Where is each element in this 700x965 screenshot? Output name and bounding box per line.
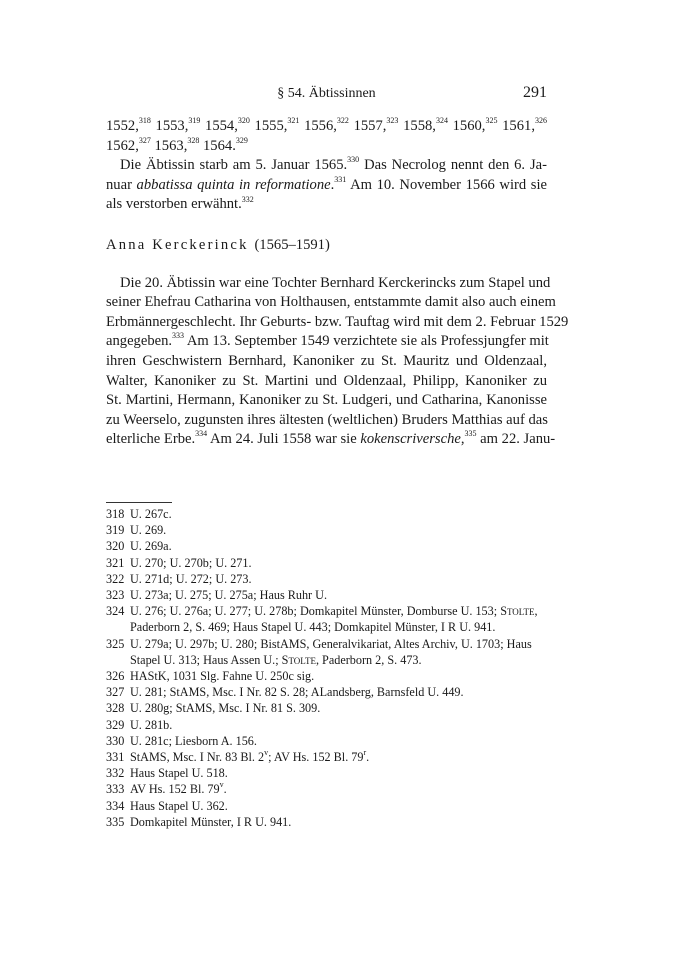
paragraph-biography: Die 20. Äbtissin war eine Tochter Bernhard Kerckerincks zum Stapel und seiner Ehefrau Catharina von Holthausen, entstammte damit also auch einem Erbmännergeschlecht. Ihr Geburts- bzw. Tauftag wird mit dem 2. Februar 1529 angegeben.$^{333}$ Am 13. September 1549 verzichtete sie als Professjungfer mit ihren Geschwistern Bernhard, Kanoniker zu St. Mauritz und Oldenzaal, Walter, Kanoniker zu St. Martini und Oldenzaal, Philipp, Kanoniker zu St. Martini, Hermann, Kanoniker zu St. Ludgeri, und Catharina, Kanonisse zu Weerselo, zugunsten ihres ältesten (weltlichen) Bruders Matthias auf das elterliche Erbe.$^{334}$ Am 24. Juli 1558 war sie kokenscriversche,$^{335}$ am 22. Janu- — [106, 274, 569, 448]
running-head: § 54. Äbtissinnen — [277, 86, 376, 101]
footnote: 328 U. 280g; StAMS, Msc. I Nr. 81 S. 309. — [106, 701, 321, 716]
footnote-ref[interactable]: 322 — [336, 116, 349, 126]
footnote: 325 U. 279a; U. 297b; U. 280; BistAMS, Generalvikariat, Altes Archiv, U. 1703; Haus Stapel U. 313; Haus Assen U.; Stolte, Paderborn 2, S. 473. — [106, 636, 532, 667]
footnote-ref[interactable]: 325 — [485, 116, 498, 126]
term-italic: kokenscriversche — [360, 431, 461, 448]
heading-name: Anna Kerckerinck — [106, 236, 249, 253]
footnote-ref[interactable]: 331 — [334, 174, 347, 184]
footnotes — [106, 506, 547, 830]
footnote: 324 U. 276; U. 276a; U. 277; U. 278b; Domkapitel Münster, Domburse U. 153; Stolte, Paderborn 2, S. 469; Haus Stapel U. 443; Domkapitel Münster, I R U. 941. — [106, 604, 538, 635]
footnote-ref[interactable]: 327 — [138, 135, 151, 145]
section-heading — [106, 236, 547, 256]
footnote: 322 U. 271d; U. 272; U. 273. — [106, 571, 252, 586]
footnote: 334 Haus Stapel U. 362. — [106, 798, 228, 813]
footnote-ref[interactable]: 326 — [534, 116, 547, 126]
page-number: 291 — [523, 84, 547, 101]
footnote: 330 U. 281c; Liesborn A. 156. — [106, 733, 257, 748]
heading-dates: (1565–1591) — [254, 236, 330, 253]
footnote-ref[interactable]: 323 — [386, 116, 399, 126]
paragraph-death: Die Äbtissin starb am 5. Januar 1565.$^{330}$ Das Necrolog nennt den 6. Ja- nuar abbatissa quinta in reformatione.$^{331}$ Am 10. November 1566 wird sie als verstorben erwähnt.$^{332}$ — [106, 155, 547, 213]
footnote-ref[interactable]: 334 — [195, 429, 208, 439]
footnote-ref[interactable]: 329 — [235, 135, 248, 145]
footnote-ref[interactable]: 319 — [188, 116, 201, 126]
footnote-divider — [106, 502, 172, 503]
footnote-ref[interactable]: 328 — [187, 135, 200, 145]
footnote: 329 U. 281b. — [106, 717, 173, 732]
footnote: 327 U. 281; StAMS, Msc. I Nr. 82 S. 28; ALandsberg, Barnsfeld U. 449. — [106, 685, 464, 700]
footnote: 332 Haus Stapel U. 518. — [106, 766, 228, 781]
page-header — [106, 84, 547, 104]
footnote: 319 U. 269. — [106, 523, 167, 538]
footnote: 318 U. 267c. — [106, 507, 172, 521]
footnote-ref[interactable]: 332 — [241, 194, 254, 204]
main-text — [106, 116, 569, 450]
footnote: 320 U. 269a. — [106, 539, 172, 554]
footnote: 326 HAStK, 1031 Slg. Fahne U. 250c sig. — [106, 669, 315, 684]
footnote-ref[interactable]: 324 — [435, 116, 448, 126]
footnote: 335 Domkapitel Münster, I R U. 941. — [106, 814, 292, 829]
footnote: 321 U. 270; U. 270b; U. 271. — [106, 555, 252, 570]
footnote-ref[interactable]: 330 — [347, 155, 360, 165]
footnote-ref[interactable]: 335 — [464, 429, 477, 439]
paragraph-year-list: 1552,$^{318}$ 1553,$^{319}$ 1554,$^{320}$ 1555,$^{321}$ 1556,$^{322}$ 1557,$^{323}$ 1558,$^{324}$ 1560,$^{325}$ 1561,$^{326}$ 1562,$^{327}$ 1563,$^{328}$ 1564.$^{329}$ — [106, 116, 547, 154]
footnote: 323 U. 273a; U. 275; U. 275a; Haus Ruhr U. — [106, 588, 328, 603]
footnote: 331 StAMS, Msc. I Nr. 83 Bl. 2$^v$; AV Hs. 152 Bl. 79$^r$. — [106, 747, 370, 765]
footnote-ref[interactable]: 318 — [138, 116, 151, 126]
footnote-ref[interactable]: 320 — [237, 116, 250, 126]
footnote: 333 AV Hs. 152 Bl. 79$^v$. — [106, 780, 227, 797]
footnote-ref[interactable]: 333 — [172, 331, 185, 341]
footnote-ref[interactable]: 321 — [287, 116, 300, 126]
latin-quote: abbatissa quinta in reformatione — [136, 176, 331, 193]
